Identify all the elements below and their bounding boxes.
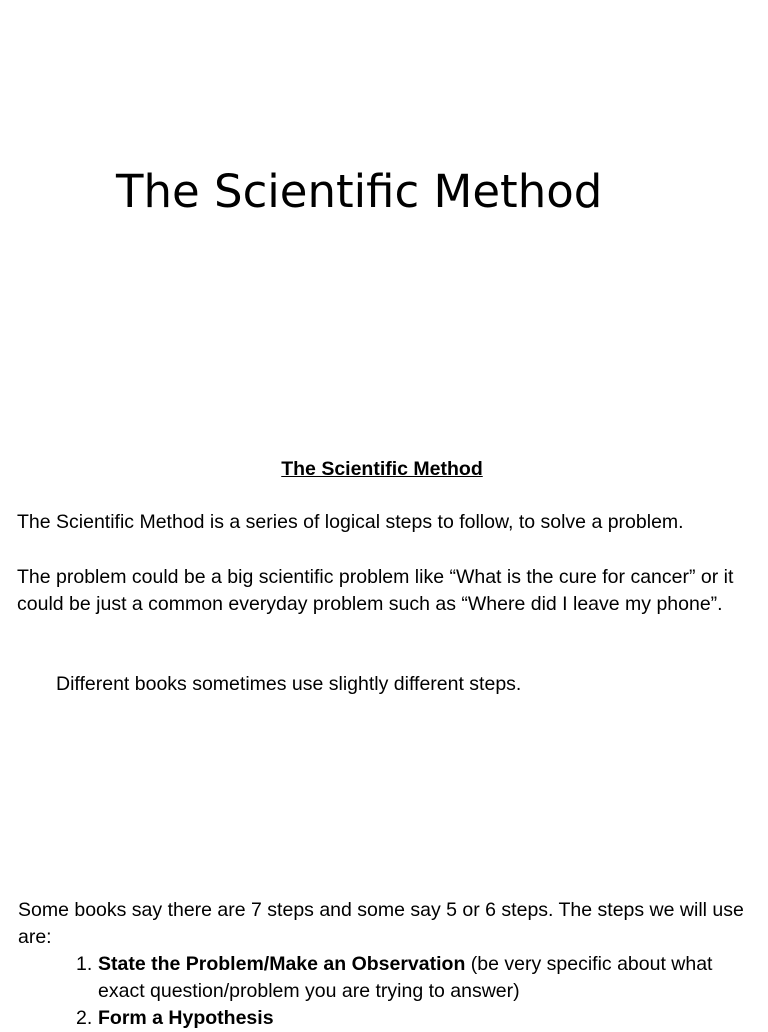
step-number: 2.: [76, 1007, 93, 1029]
step-detail: (be very specific about what exact question/problem you are trying to answer): [98, 953, 713, 1002]
step-name: Form a Hypothesis: [98, 1007, 274, 1029]
steps-list: [76, 951, 752, 1032]
steps-intro-paragraph: Some books say there are 7 steps and some say 5 or 6 steps. The steps we will use are:: [18, 899, 744, 948]
step-name: State the Problem/Make an Observation: [98, 953, 466, 975]
books-note-paragraph: Different books sometimes use slightly different steps.: [56, 673, 522, 695]
slide-title: The Scientific Method: [116, 165, 603, 218]
list-item: [76, 951, 752, 1005]
document-heading: The Scientific Method: [281, 458, 483, 480]
intro-paragraph: The Scientific Method is a series of logical steps to follow, to solve a problem.: [17, 511, 684, 533]
problem-paragraph: The problem could be a big scientific problem like “What is the cure for cancer” or it could be just a common everyday problem such as “Where did I leave my phone”.: [17, 566, 734, 615]
step-number: 1.: [76, 953, 93, 975]
list-item: [76, 1005, 752, 1032]
